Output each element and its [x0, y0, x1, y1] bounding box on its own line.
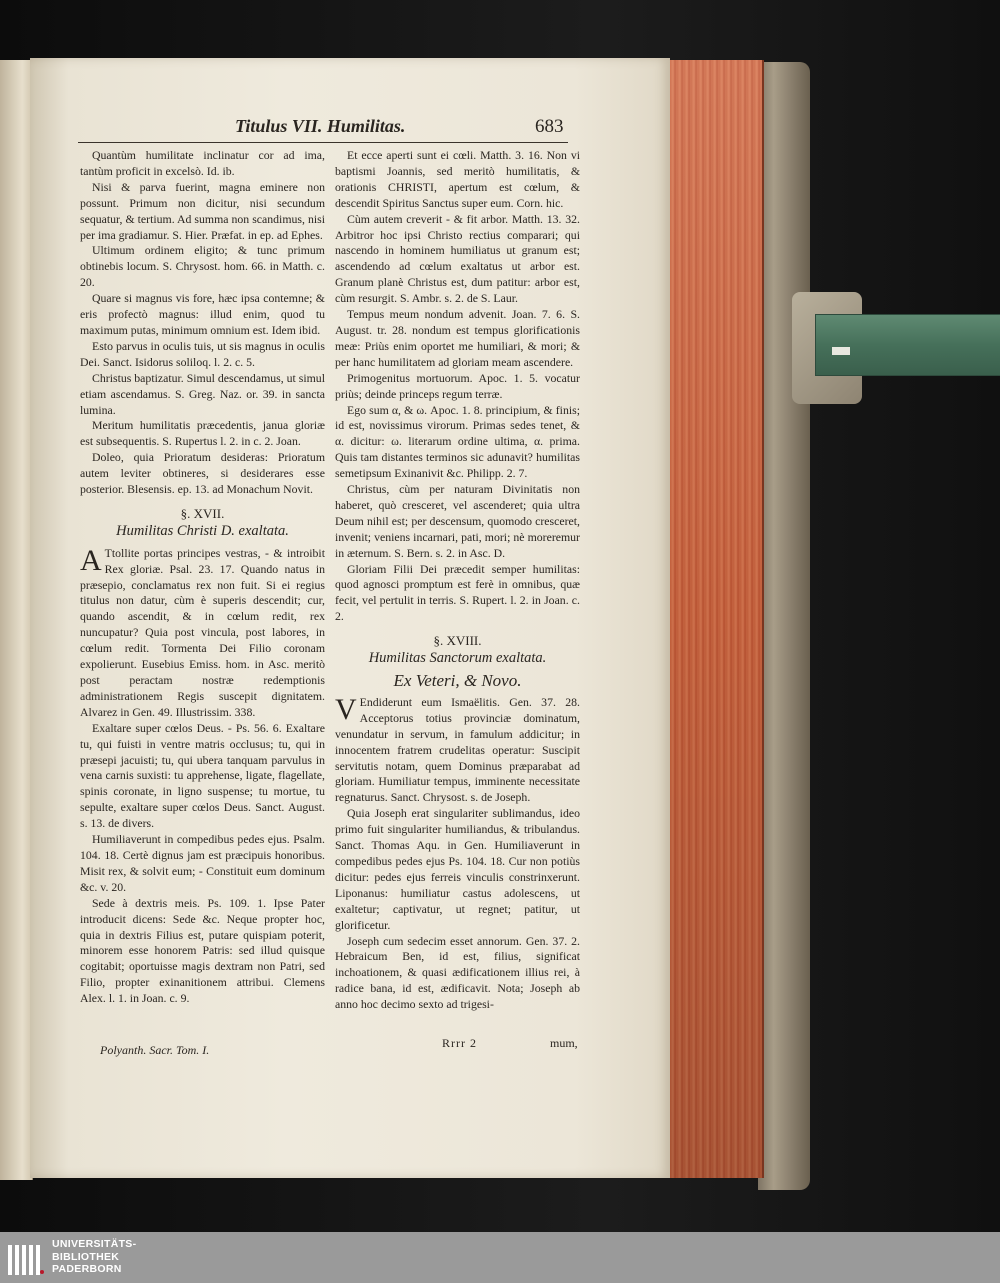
paragraph: Cùm autem creverit - & fit arbor. Matth. 13. 32. Arbitror hoc ipsi Christo rectius comparari; qui nascendo in hominem humiliatus ut granum est; ascendendo ad cœlum exaltatus ut arbor est. Granum planè Christus est, dum patitur: arbor est, cùm resurgit. S. Ambr. s. 2. de S. Laur.	[335, 211, 580, 306]
clasp-strap	[815, 314, 1000, 376]
paragraph: Meritum humilitatis præcedentis, janua gloriæ est subsequentis. S. Rupertus l. 2. in c. 2. Joan.	[80, 418, 325, 449]
signature-mark: Rrrr 2	[442, 1036, 477, 1050]
footer-title: Polyanth. Sacr. Tom. I.	[100, 1043, 210, 1057]
library-name-line: BIBLIOTHEK	[52, 1250, 120, 1263]
section-first-paragraph	[335, 692, 580, 806]
paragraph: Sede à dextris meis. Ps. 109. 1. Ipse Pater introducit dicens: Sede &c. Neque propter hoc, quia in dextris Filius est, putare quispiam poterit, minorem esse honorem Patris: sed illud quisque cogitabit; oportuisse magis dextram non Patri, sed Filio, propter exinanitionem attribui. Clemens Alex. l. 1. in Joan. c. 9.	[80, 895, 325, 1006]
paragraph: Quantùm humilitate inclinatur cor ad ima, tantùm proficit in excelsò. Id. ib.	[80, 148, 325, 178]
right-column	[335, 148, 580, 1013]
paragraph: Et ecce aperti sunt ei cœli. Matth. 3. 16. Non vi baptismi Joannis, sed meritò humilitatis, & orationis CHRISTI, apertum est cœlum, & descendit Spiritus Sanctus super eum. Corn. hic.	[335, 148, 580, 210]
section-number: §. XVIII.	[433, 633, 482, 649]
catchword: mum,	[550, 1036, 578, 1050]
clasp-mark	[832, 347, 850, 355]
book-cover	[758, 62, 810, 1190]
red-fore-edge	[668, 60, 764, 1178]
section-first-paragraph	[80, 543, 325, 721]
running-head: Titulus VII. Humilitas.	[235, 116, 406, 136]
drop-cap: A	[80, 543, 102, 577]
paragraph-text: Endiderunt eum Ismaëlitis. Gen. 37. 28. Acceptorus totius provinciæ dominatum, venundatur in servum, in famulum addicitur; in innocentem fratrem crudelitas operatur: Suscipit servitutis notam, quem Dominus præparabat ad gloriam. Humiliatur tempus, imminente necessitate regnaturus. Sanct. Chrysost. s. de Joseph.	[335, 694, 580, 805]
paragraph: Quare si magnus vis fore, hæc ipsa contemne; & eris profectò magnus: illud enim, quod tu maximum putas, minimum omnium est. Idem ibid.	[80, 291, 325, 337]
paragraph: Humiliaverunt in compedibus pedes ejus. Psalm. 104. 18. Certè dignus jam est præcipuis honoribus. Misit rex, & solvit eum; - Constituit eum dominum &c. v. 20.	[80, 832, 325, 894]
paragraph: Esto parvus in oculis tuis, ut sis magnus in oculis Dei. Sanct. Isidorus soliloq. l. 2. c. 5.	[80, 338, 325, 369]
page-content	[30, 58, 670, 1178]
paragraph: Christus baptizatur. Simul descendamus, ut simul etiam ascendamus. S. Greg. Naz. or. 39. in sancta lumina.	[80, 370, 325, 417]
section-title: Humilitas Christi D. exaltata.	[116, 522, 289, 539]
paragraph: Primogenitus mortuorum. Apoc. 1. 5. vocatur priùs; deinde princeps regum terræ.	[335, 370, 580, 401]
left-page-edge	[0, 60, 33, 1180]
library-name-line: PADERBORN	[52, 1263, 122, 1275]
library-footer-bar	[0, 1232, 1000, 1283]
paragraph: Exaltare super cœlos Deus. - Ps. 56. 6. Exaltare tu, qui fuisti in ventre matris occlusus; tu, qui in præsepi jacuisti; tu, qui ubera tanquam parvulus in vena carnis suxisti: tu apprehense, ligate, flagellate, spinis coronate, in ligno suspense; tu mortue, tu sepulte, exaltare super cœlos Deus. Sanct. August. s. 13. de divers.	[80, 720, 325, 831]
paragraph: Quia Joseph erat singulariter sublimandus, ideo primo fuit singulariter humiliandus, & tribulandus. Sanct. Thomas Aqu. in Gen. Humiliaverunt in compedibus pedes ejus Ps. 104. 18. Cur non potiùs dicitur: pedes ejus ferreis vinculis constrinxerunt. Liponanus: humiliatur castus adolescens, ut exaltetur; captivatur, ut regnet; patitur, ut glorificetur.	[335, 806, 580, 932]
paragraph-text: Ttollite portas principes vestras, - & introibit Rex gloriæ. Psal. 23. 17. Quando natus in præsepio, conclamatus rex non fuit. Si ei regius titulus non datur, cùm è superis descendit; cur, quando ascendit, & in cœlum redit, rex nuncupatur? Quia post vincula, post labores, in cœlum redit. Tormenta Dei Filio coronam expolierunt. Eusebius Emiss. hom. in Asc. meritò post peractam nostræ redemptionis administrationem Regis suscepit dignitatem. Alvarez in Gen. 49. Illustrissim. 338.	[80, 545, 325, 719]
book-page	[30, 58, 670, 1178]
drop-cap: V	[335, 692, 357, 726]
section-number: §. XVII.	[180, 505, 225, 521]
paragraph: Christus, cùm per naturam Divinitatis non haberet, quò cresceret, vel ascenderet; quia ultra Deum nihil est; per descensum, quomodo cresceret, invenit; veniens incarnari, pati, mori; nè moreremur in æternum. S. Bern. s. 2. in Asc. D.	[335, 482, 580, 560]
paragraph: Ultimum ordinem eligito; & tunc primum obtinebis locum. S. Chrysost. hom. 66. in Matth. c. 20.	[80, 243, 325, 290]
paragraph: Joseph cum sedecim esset annorum. Gen. 37. 2. Hebraicum Ben, id est, filius, significat inchoationem, & quasi ædificationem illius rei, à radice bana, id est, ædificavit. Nota; Joseph ab anno hoc decimo sexto ad trigesi-	[335, 933, 580, 1012]
paragraph: Nisi & parva fuerint, magna eminere non possunt. Primum non dicitur, nisi secundum sequatur, & tertium. Ad summa non scandimus, nisi per ima gradiamur. S. Hier. Præfat. in ep. ad Ephes.	[80, 179, 325, 242]
library-name-line: UNIVERSITÄTS-	[52, 1238, 137, 1250]
page-number: 683	[535, 116, 564, 137]
paragraph: Ego sum α, & ω. Apoc. 1. 8. principium, & finis; id est, novissimus virorum. Primas sedes tenet, & α. dicitur: ω. literarum ordine ultima, α. prima. Quis tam distantes terminos sic adunavit? humilitas semetipsum Exinanivit &c. Philipp. 2. 7.	[335, 402, 580, 481]
section-subtitle: Ex Veteri, & Novo.	[393, 671, 522, 690]
header-rule	[78, 142, 568, 143]
paragraph: Doleo, quia Prioratum desideras: Prioratum autem leviter obtineres, si desiderares esse posterior. Blesensis. ep. 13. ad Monachum Novit.	[80, 450, 325, 497]
section-title: Humilitas Sanctorum exaltata.	[368, 650, 547, 667]
left-column	[80, 148, 325, 1007]
paragraph: Gloriam Filii Dei præcedit semper humilitas: quod agnosci promptum est ferè in omnibus, quæ fecit, vel pertulit in terris. S. Rupert. l. 2. in Joan. c. 2.	[335, 561, 580, 624]
library-logo-icon	[6, 1239, 44, 1277]
paragraph: Tempus meum nondum advenit. Joan. 7. 6. S. August. tr. 28. nondum est tempus glorificationis meæ: Priùs enim oportet me humiliari, & mori; & per hanc humilitatem ad gloriam meam ascendere.	[335, 307, 580, 369]
library-name	[52, 1238, 136, 1276]
